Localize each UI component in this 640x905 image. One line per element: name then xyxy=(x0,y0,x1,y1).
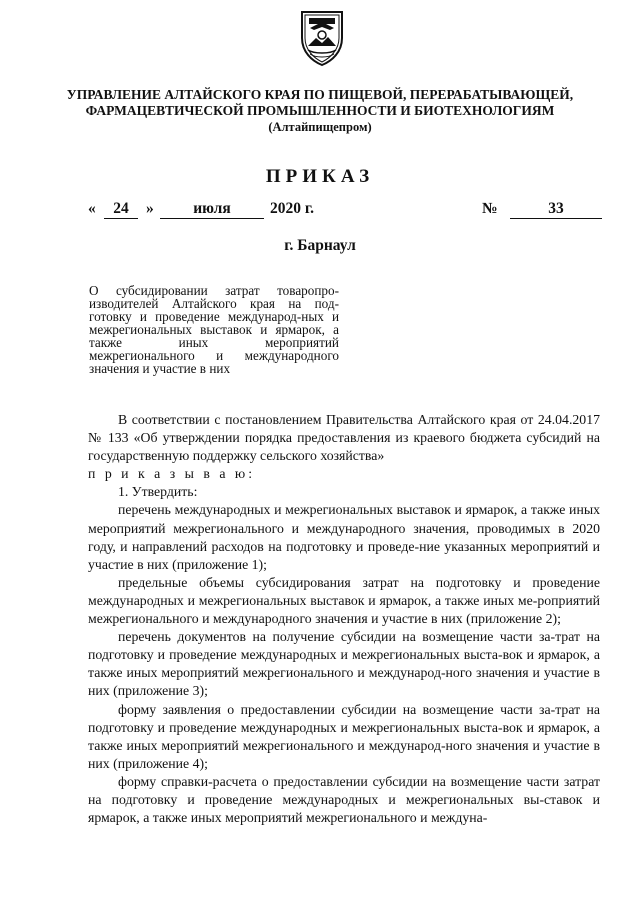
document-number: 33 xyxy=(510,200,602,219)
paragraph-item-application-form: форму заявления о предоставлении субсидии на возмещение части за-трат на подготовку и проведение международных и межрегиональных выста-вок и ярмарок, а также иных мероприятий межрегионального и международ-ного значения и участие в них (приложение 4); xyxy=(88,701,600,771)
city-name: г. Барнаул xyxy=(284,237,356,254)
order-subject: О субсидировании затрат товаропро-изводителей Алтайского края на под-готовку и проведение международ-ных и межрегиональных выставок и ярмарок, а также иных мероприятий межрегионального и международного значения и участие в них xyxy=(89,283,339,376)
organization-short-name: (Алтайпищепром) xyxy=(268,120,372,134)
altai-krai-coat-of-arms-icon xyxy=(296,8,348,68)
paragraph-preamble: В соответствии с постановлением Правительства Алтайского края от 24.04.2017 № 133 «Об утверждении порядка предоставления из краевого бюджета субсидий на государственную поддержку сельского хозяйства» xyxy=(88,412,600,464)
paragraph-item-calculation-form: форму справки-расчета о предоставлении субсидии на возмещение части затрат на подготовку и проведение международных и межрегиональных вы-ставок и ярмарок, а также иных мероприятий межрегионального и междуна- xyxy=(88,773,600,826)
number-sign: № xyxy=(482,200,498,217)
organization-line-1: УПРАВЛЕНИЕ АЛТАЙСКОГО КРАЯ ПО ПИЩЕВОЙ, ПЕРЕРАБАТЫВАЮЩЕЙ, xyxy=(66,87,574,102)
organization-line-2: ФАРМАЦЕВТИЧЕСКОЙ ПРОМЫШЛЕННОСТИ И БИОТЕХНОЛОГИЯМ xyxy=(85,103,555,118)
paragraph-approve: 1. Утвердить: xyxy=(118,484,198,500)
document-type-title: ПРИКАЗ xyxy=(265,166,375,187)
date-close-quote: » xyxy=(146,200,154,217)
paragraph-item-limits: предельные объемы субсидирования затрат на подготовку и проведение международных и межрегиональных выставок и ярмарок, а также иных ме-роприятий межрегионального и международного значения и участие в них (приложение 2); xyxy=(88,574,600,627)
organization-name xyxy=(40,87,600,135)
paragraph-order-word: п р и к а з ы в а ю: xyxy=(88,466,256,482)
date-open-quote: « xyxy=(88,200,96,217)
paragraph-item-documents: перечень документов на получение субсидии на возмещение части за-трат на подготовку и проведение международных и межрегиональных выста-вок и ярмарок, а также иных мероприятий межрегионального и международ-ного значения и участие в них (приложение 3); xyxy=(88,629,600,699)
paragraph-item-list-events: перечень международных и межрегиональных выставок и ярмарок, а также иных мероприятий межрегионального и международного значения, проводимых в 2020 году, и направлений расходов на подготовку и проведе-ние указанных мероприятий и участие в них (приложение 1); xyxy=(88,502,600,572)
date-day: 24 xyxy=(104,200,138,219)
date-year: 2020 г. xyxy=(270,200,315,217)
date-number-line xyxy=(88,200,608,224)
date-month: июля xyxy=(160,200,264,219)
order-body xyxy=(88,411,600,827)
